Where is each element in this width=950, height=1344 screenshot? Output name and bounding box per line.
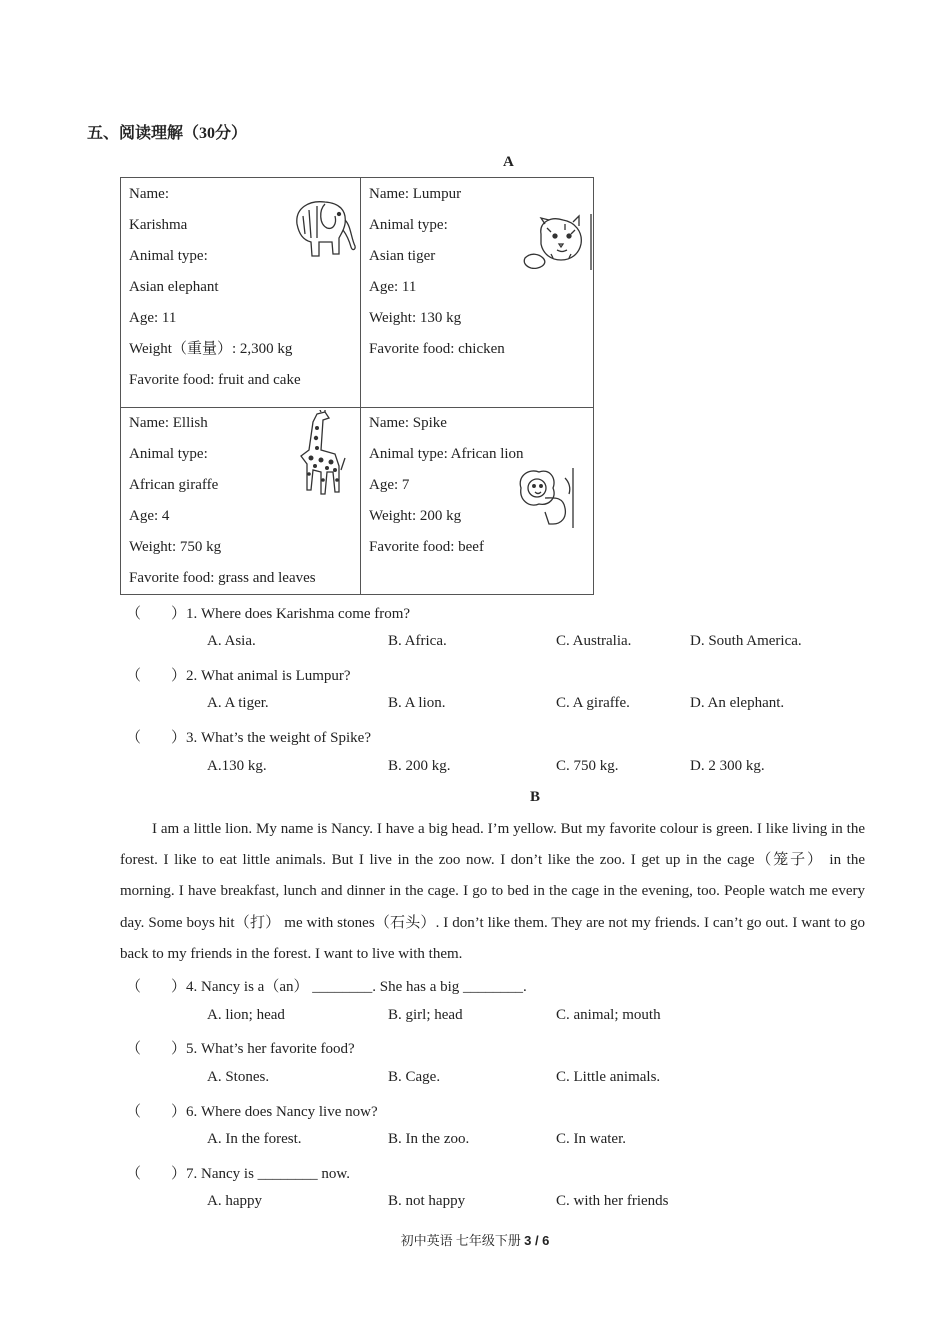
question-4	[126, 975, 527, 996]
card-line: Animal type: African lion	[369, 446, 524, 462]
option[interactable]: A. Stones.	[207, 1069, 270, 1085]
question-text: 2. What animal is Lumpur?	[186, 668, 351, 684]
page-footer	[0, 1230, 950, 1249]
card-karishma	[129, 179, 301, 396]
card-line: Animal type:	[129, 446, 208, 462]
card-line: Age: 4	[129, 508, 170, 524]
answer-bracket[interactable]: （ ）	[126, 1041, 187, 1057]
giraffe-icon	[295, 410, 351, 496]
elephant-icon	[289, 194, 359, 260]
section-title: 五、阅读理解（30分）	[87, 125, 248, 142]
question-3	[126, 726, 371, 747]
question-text: 4. Nancy is a（an） ________. She has a big ________.	[186, 979, 527, 995]
card-line: Weight（重量）: 2,300 kg	[129, 341, 293, 357]
card-line: Age: 7	[369, 477, 410, 493]
question-6	[126, 1100, 378, 1121]
answer-bracket[interactable]: （ ）	[126, 1166, 187, 1182]
page-number: 3 / 6	[524, 1233, 550, 1248]
option[interactable]: A. In the forest.	[207, 1131, 302, 1147]
answer-bracket[interactable]: （ ）	[126, 979, 187, 995]
option[interactable]: A. Asia.	[207, 633, 256, 649]
animal-info-table	[120, 177, 594, 595]
card-line: Animal type:	[129, 248, 208, 264]
answer-bracket[interactable]: （ ）	[126, 606, 187, 622]
option[interactable]: A. A tiger.	[207, 695, 269, 711]
option[interactable]: A. lion; head	[207, 1007, 285, 1023]
card-line: Age: 11	[369, 279, 417, 295]
card-line: Name:	[129, 186, 169, 202]
option[interactable]: A.130 kg.	[207, 758, 267, 774]
option[interactable]: D. South America.	[690, 633, 802, 649]
footer-text: 初中英语 七年级下册	[400, 1233, 525, 1248]
card-line: Favorite food: beef	[369, 539, 484, 555]
option[interactable]: C. with her friends	[556, 1193, 669, 1209]
card-line: Favorite food: fruit and cake	[129, 372, 301, 388]
option[interactable]: C. In water.	[556, 1131, 626, 1147]
card-line: Name: Ellish	[129, 415, 208, 431]
card-line: Animal type:	[369, 217, 448, 233]
card-line: Weight: 750 kg	[129, 539, 222, 555]
card-line: Weight: 130 kg	[369, 310, 462, 326]
part-b-label: B	[530, 789, 541, 805]
question-7	[126, 1162, 350, 1183]
card-line: Name: Spike	[369, 415, 447, 431]
question-5	[126, 1037, 355, 1058]
part-a-label: A	[503, 154, 514, 170]
option[interactable]: C. 750 kg.	[556, 758, 619, 774]
question-1	[126, 602, 410, 623]
card-line: Asian tiger	[369, 248, 436, 264]
question-text: 3. What’s the weight of Spike?	[186, 730, 371, 746]
card-line: Favorite food: chicken	[369, 341, 505, 357]
option[interactable]: B. girl; head	[388, 1007, 463, 1023]
question-2	[126, 664, 351, 685]
question-text: 1. Where does Karishma come from?	[186, 606, 411, 622]
option[interactable]: B. not happy	[388, 1193, 466, 1209]
option[interactable]: C. Little animals.	[556, 1069, 661, 1085]
option[interactable]: C. animal; mouth	[556, 1007, 661, 1023]
card-line: Age: 11	[129, 310, 177, 326]
card-line: Favorite food: grass and leaves	[129, 570, 316, 586]
card-line: Asian elephant	[129, 279, 219, 295]
card-line: African giraffe	[129, 477, 219, 493]
card-spike	[369, 408, 524, 563]
option[interactable]: C. Australia.	[556, 633, 632, 649]
question-text: 5. What’s her favorite food?	[186, 1041, 355, 1057]
card-line: Weight: 200 kg	[369, 508, 462, 524]
question-text: 7. Nancy is ________ now.	[186, 1166, 351, 1182]
option[interactable]: A. happy	[207, 1193, 262, 1209]
passage-b: I am a little lion. My name is Nancy. I have a big head. I’m yellow. But my favorite colour is green. I like living in the forest. I like to eat little animals. But I live in the zoo now. I don’t like the zoo. I get up in the cage（笼子） in the morning. I have breakfast, lunch and dinner in the cage. I go to bed in the cage in the evening, too. People watch me every day. Some boys hit（打） me with stones（石头）. I don’t like them. They are not my friends. I can’t go out. I want to go back to my friends in the forest. I want to live with them.	[120, 821, 865, 962]
option[interactable]: B. Cage.	[388, 1069, 441, 1085]
answer-bracket[interactable]: （ ）	[126, 1104, 187, 1120]
option[interactable]: B. In the zoo.	[388, 1131, 470, 1147]
card-lumpur	[369, 179, 505, 365]
card-ellish	[129, 408, 316, 594]
option[interactable]: B. Africa.	[388, 633, 447, 649]
answer-bracket[interactable]: （ ）	[126, 730, 187, 746]
option[interactable]: B. A lion.	[388, 695, 446, 711]
option[interactable]: D. 2 300 kg.	[690, 758, 765, 774]
option[interactable]: D. An elephant.	[690, 695, 785, 711]
tiger-icon	[521, 214, 593, 274]
question-text: 6. Where does Nancy live now?	[186, 1104, 378, 1120]
card-line: Name: Lumpur	[369, 186, 462, 202]
lion-icon	[515, 468, 575, 530]
card-line: Karishma	[129, 217, 188, 233]
answer-bracket[interactable]: （ ）	[126, 668, 187, 684]
option[interactable]: C. A giraffe.	[556, 695, 630, 711]
option[interactable]: B. 200 kg.	[388, 758, 451, 774]
